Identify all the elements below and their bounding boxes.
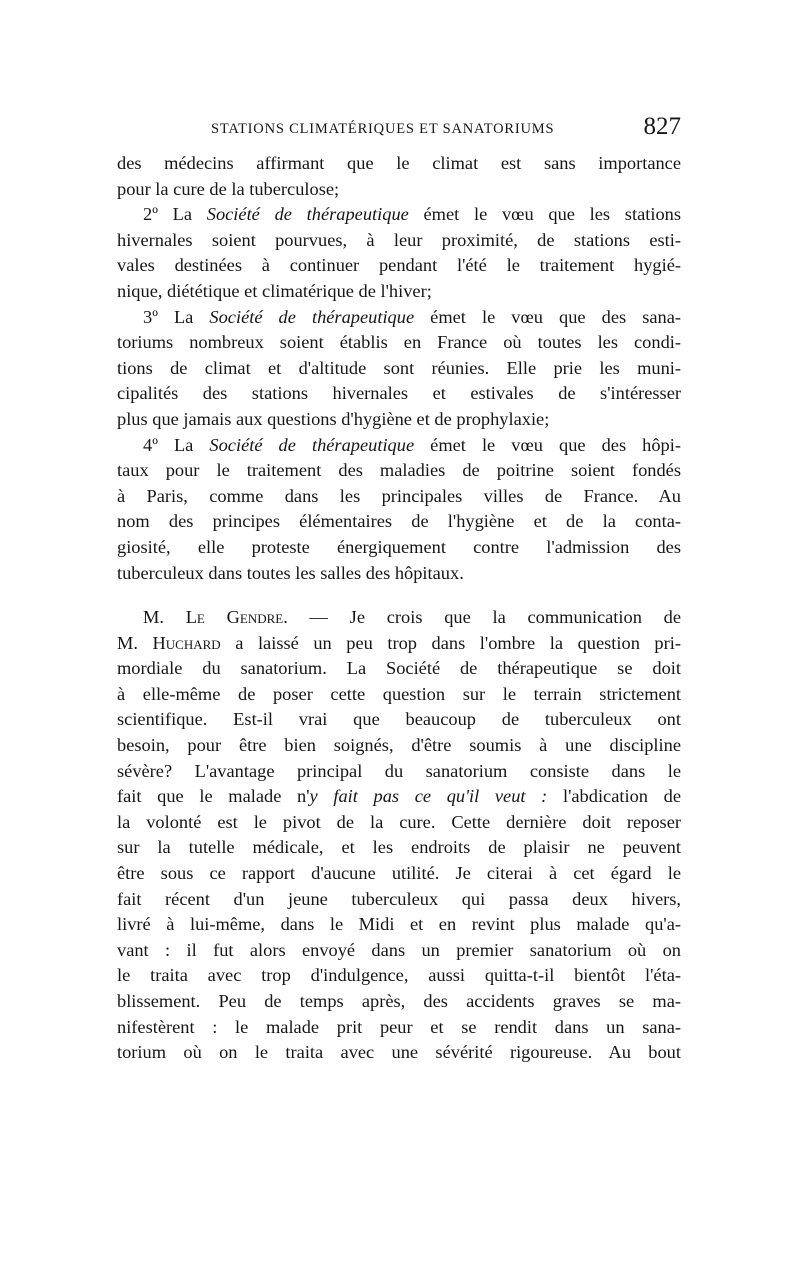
text-line: scientifique. Est-il vrai que beaucoup de tuberculeux ont [117, 709, 681, 730]
text-run: fait que le malade n' [117, 786, 310, 807]
text-line: toriums nombreux soient établis en France où toutes les condi- [117, 332, 681, 353]
text-line [117, 433, 681, 459]
text-line: plus que jamais aux questions d'hygiène et de prophylaxie; [117, 408, 550, 429]
text-line [117, 631, 681, 657]
text-line: torium où on le traita avec une sévérité rigoureuse. Au bout [117, 1042, 681, 1063]
text-line: le traita avec trop d'indulgence, aussi quitta-t-il bientôt l'éta- [117, 965, 681, 986]
text-line: fait récent d'un jeune tuberculeux qui passa deux hivers, [117, 888, 681, 909]
text-line [117, 202, 681, 228]
text-line: vant : il fut alors envoyé dans un premier sanatorium où on [117, 939, 681, 960]
page-number: 827 [643, 113, 681, 140]
text-run: l'abdication de [547, 786, 681, 807]
text-line: la volonté est le pivot de la cure. Cette dernière doit reposer [117, 811, 681, 832]
item-number: 4º La [143, 434, 210, 455]
text-line [117, 305, 681, 331]
text-line: être sous ce rapport d'aucune utilité. Je citerai à cet égard le [117, 863, 681, 884]
text-run: M. [117, 632, 153, 653]
text-line: sévère? L'avantage principal du sanatorium consiste dans le [117, 760, 681, 781]
text-line: à Paris, comme dans les principales villes de France. Au [117, 485, 681, 506]
text-line [117, 605, 681, 631]
text-line: nom des principes élémentaires de l'hygiène et de la conta- [117, 511, 681, 532]
text-line: pour la cure de la tuberculose; [117, 178, 340, 199]
text-run: M. [143, 607, 186, 628]
text-line: tions de climat et d'altitude sont réunies. Elle prie les muni- [117, 357, 681, 378]
text-run: . — Je crois que la communication de [283, 607, 681, 628]
item-number: 3º La [143, 306, 210, 327]
text-line: blissement. Peu de temps après, des accidents graves se ma- [117, 991, 681, 1011]
running-head [117, 113, 681, 145]
running-title: STATIONS CLIMATÉRIQUES ET SANATORIUMS [211, 121, 555, 137]
speaker-name: Le Gendre [185, 607, 284, 628]
society-name: Société de thérapeutique [206, 204, 409, 225]
text-line: sur la tutelle médicale, et les endroits de plaisir ne peuvent [117, 837, 681, 858]
society-name: Société de thérapeutique [209, 434, 415, 455]
text-line: mordiale du sanatorium. La Société de thérapeutique se doit [117, 658, 681, 679]
text-line: à elle-même de poser cette question sur le terrain strictement [117, 683, 681, 704]
text-line: nifestèrent : le malade prit peur et se rendit dans un sana- [117, 1016, 681, 1037]
person-name: Huchard [152, 632, 221, 653]
text-line: giosité, elle proteste énergiquement contre l'admission des [117, 536, 681, 557]
text-line [117, 784, 681, 810]
text-line: des médecins affirmant que le climat est sans importance [117, 153, 681, 173]
text-line: vales destinées à continuer pendant l'été le traitement hygié- [117, 255, 681, 276]
text-line: taux pour le traitement des maladies de poitrine soient fondés [117, 460, 681, 481]
text-run: émet le vœu que les stations [408, 204, 681, 225]
italic-phrase: y fait pas ce qu'il veut : [309, 786, 548, 807]
text-run: a laissé un peu trop dans l'ombre la question pri- [220, 632, 681, 653]
text-line: tuberculeux dans toutes les salles des hôpitaux. [117, 562, 464, 583]
text-line: besoin, pour être bien soignés, d'être soumis à une discipline [117, 735, 681, 756]
society-name: Société de thérapeutique [209, 306, 415, 327]
text-line: cipalités des stations hivernales et estivales de s'intéresser [117, 383, 681, 404]
body-text [117, 151, 681, 1066]
text-line: livré à lui-même, dans le Midi et en revint plus malade qu'a- [117, 914, 681, 935]
text-line: hivernales soient pourvues, à leur proximité, de stations esti- [117, 229, 681, 250]
item-number: 2º La [143, 204, 207, 225]
text-line: nique, diététique et climatérique de l'hiver; [117, 280, 432, 301]
text-run: émet le vœu que des sana- [414, 306, 682, 327]
text-run: émet le vœu que des hôpi- [414, 434, 681, 455]
paragraph-gap [117, 586, 681, 605]
